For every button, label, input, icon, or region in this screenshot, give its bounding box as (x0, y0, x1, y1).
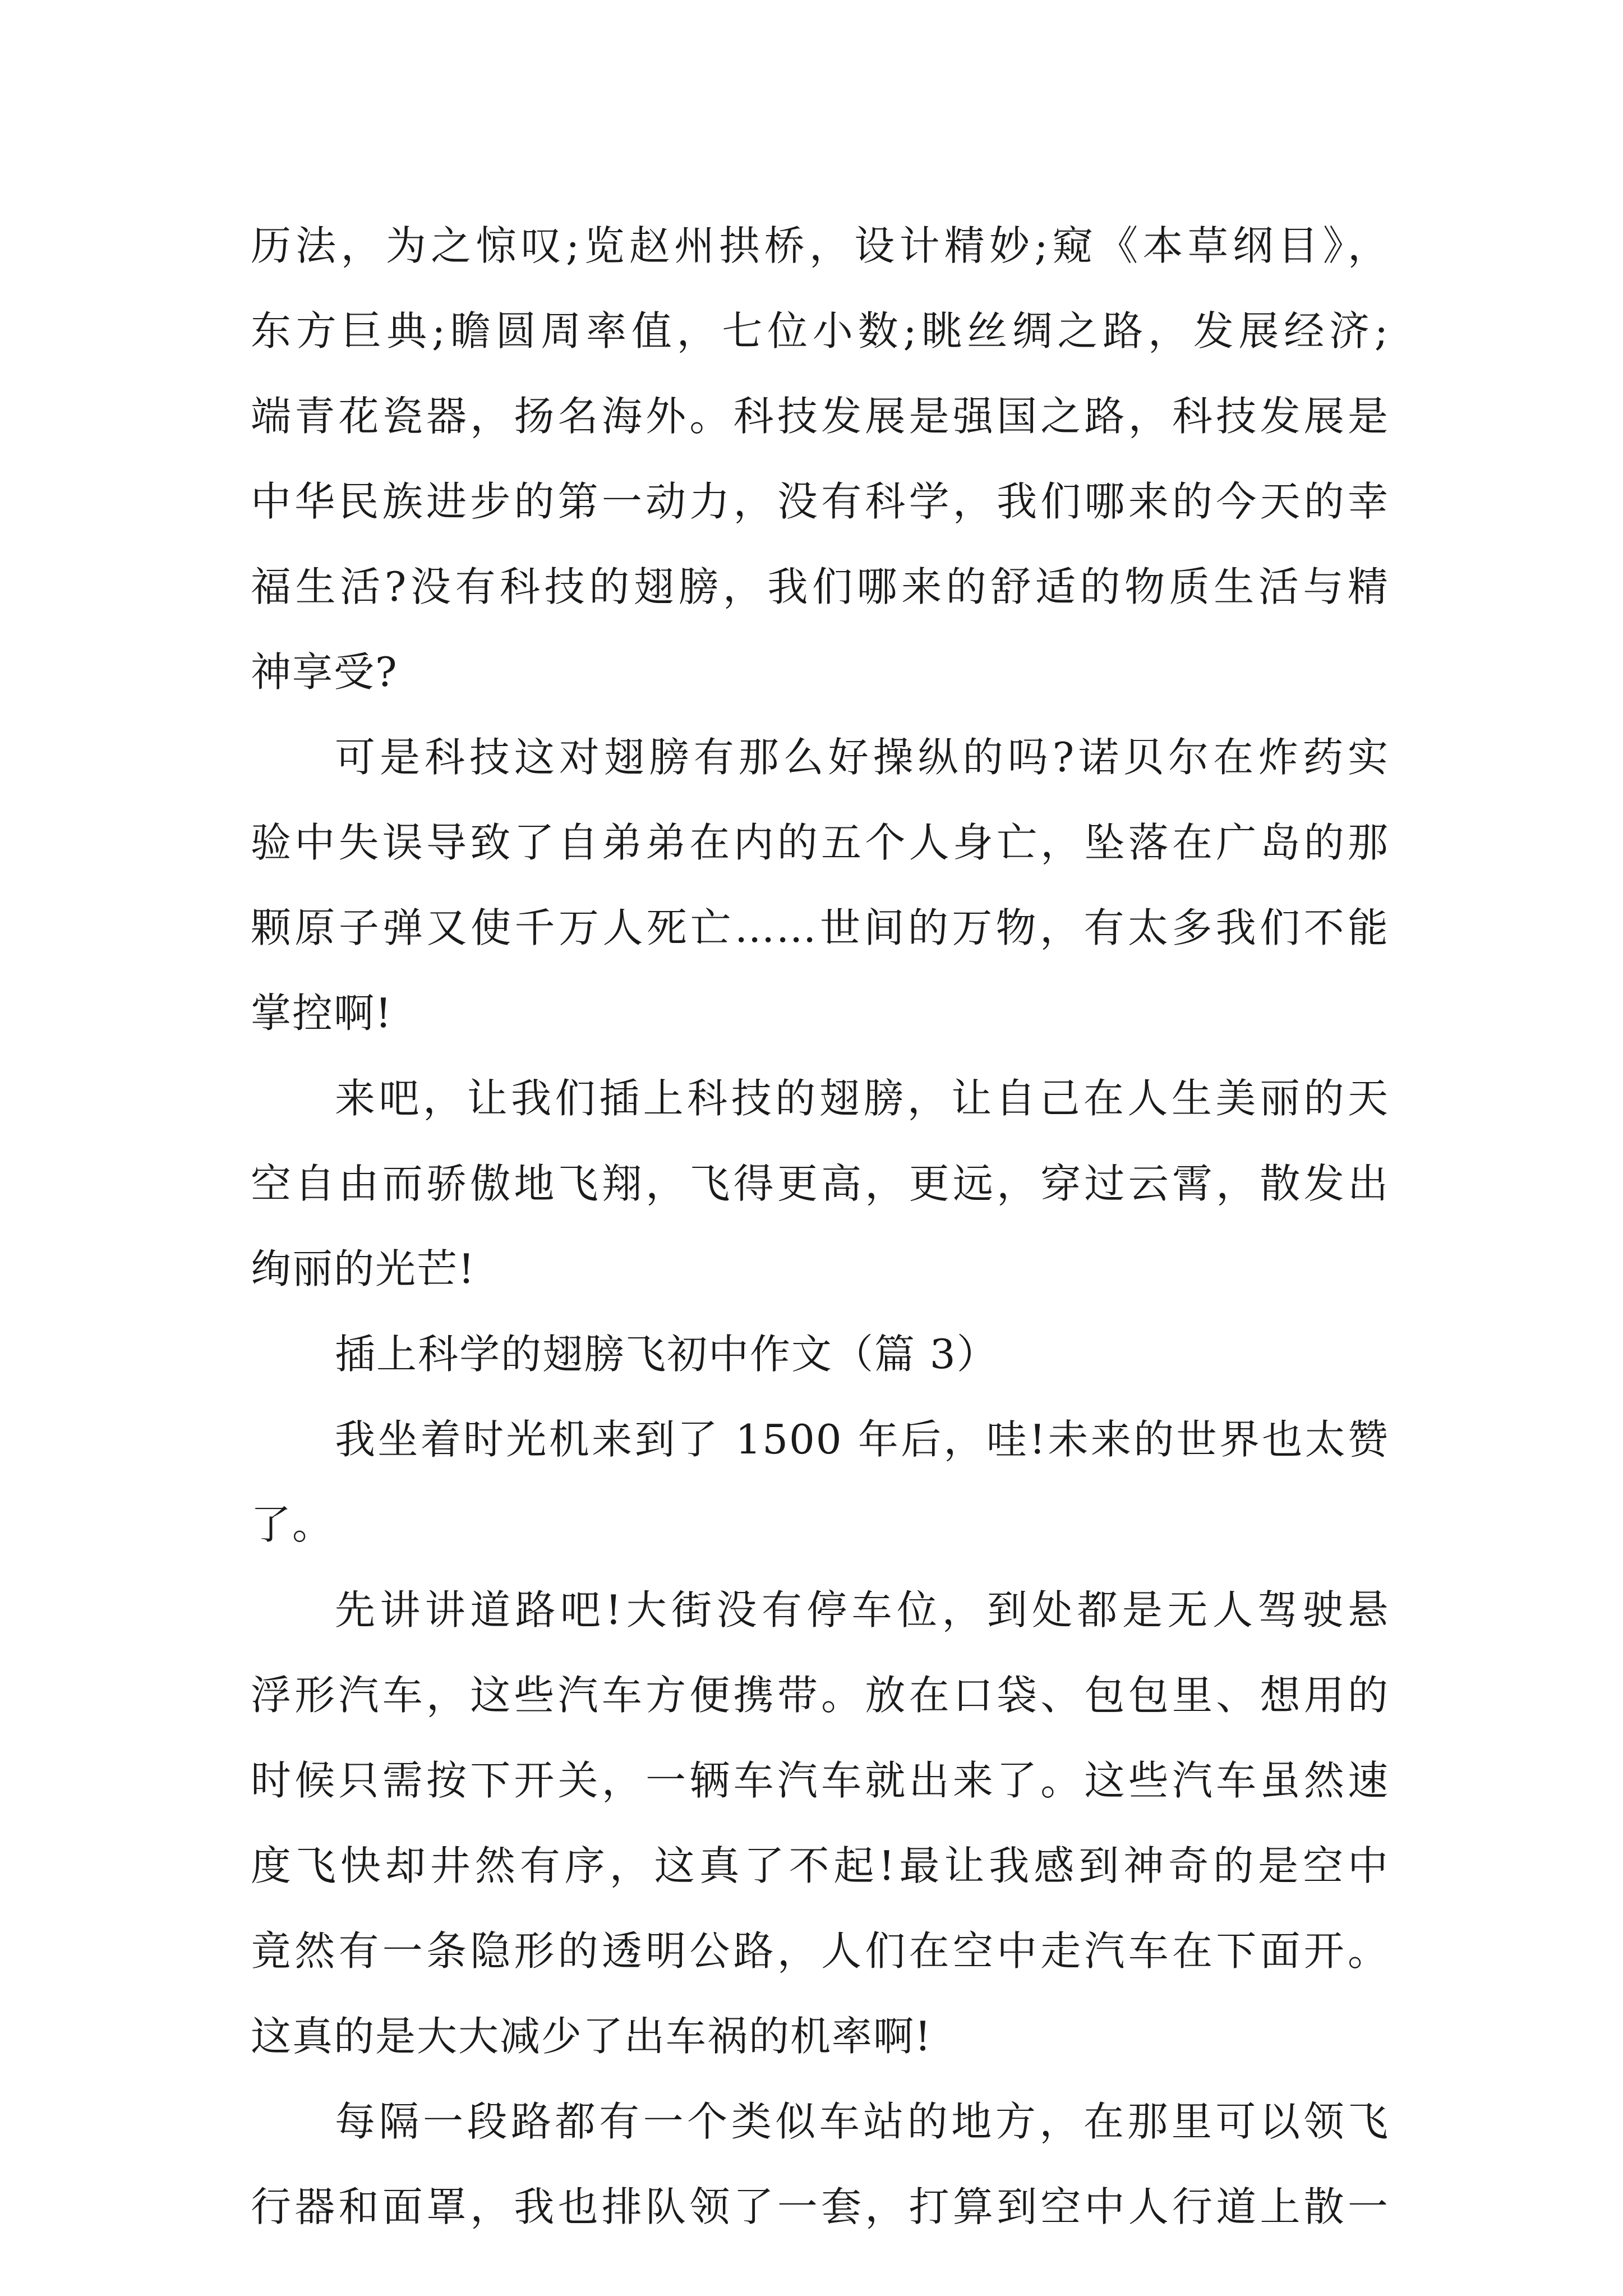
text-line: 东方巨典;瞻圆周率值，七位小数;眺丝绸之路，发展经济; (251, 307, 1389, 355)
paragraph-start-line: 先讲讲道路吧!大街没有停车位，到处都是无人驾驶悬 (335, 1586, 1389, 1634)
text-line: 福生活?没有科技的翅膀，我们哪来的舒适的物质生活与精 (251, 563, 1389, 610)
paragraph-start-line: 可是科技这对翅膀有那么好操纵的吗?诺贝尔在炸药实 (335, 734, 1389, 781)
text-line: 颗原子弹又使千万人死亡……世间的万物，有太多我们不能 (251, 904, 1389, 951)
text-line: 空自由而骄傲地飞翔，飞得更高，更远，穿过云霄，散发出 (251, 1160, 1389, 1207)
text-line: 神享受? (251, 648, 398, 696)
text-line: 绚丽的光芒! (251, 1245, 476, 1292)
text-line: 掌控啊! (251, 990, 393, 1037)
text-line: 度飞快却井然有序，这真了不起!最让我感到神奇的是空中 (251, 1842, 1389, 1889)
paragraph-start-line: 每隔一段路都有一个类似车站的地方，在那里可以领飞 (335, 2098, 1389, 2145)
paragraph-start-line: 来吧，让我们插上科技的翅膀，让自己在人生美丽的天 (335, 1075, 1389, 1122)
text-line: 浮形汽车，这些汽车方便携带。放在口袋、包包里、想用的 (251, 1672, 1389, 1719)
section-heading: 插上科学的翅膀飞初中作文（篇 3） (335, 1331, 998, 1378)
text-line: 端青花瓷器，扬名海外。科技发展是强国之路，科技发展是 (251, 393, 1389, 440)
paragraph-start-line: 我坐着时光机来到了 1500 年后，哇!未来的世界也太赞 (335, 1416, 1389, 1463)
text-line: 竟然有一条隐形的透明公路，人们在空中走汽车在下面开。 (251, 1927, 1389, 1975)
text-line: 这真的是大大减少了出车祸的机率啊! (251, 2013, 932, 2060)
text-line: 中华民族进步的第一动力，没有科学，我们哪来的今天的幸 (251, 478, 1389, 525)
text-line: 了。 (251, 1501, 334, 1548)
text-line: 时候只需按下开关，一辆车汽车就出来了。这些汽车虽然速 (251, 1757, 1389, 1804)
text-line: 历法，为之惊叹;览赵州拱桥，设计精妙;窥《本草纲目》， (251, 222, 1389, 269)
document-body (251, 203, 1389, 2249)
text-line: 验中失误导致了自弟弟在内的五个人身亡，坠落在广岛的那 (251, 819, 1389, 866)
text-line: 行器和面罩，我也排队领了一套，打算到空中人行道上散一 (251, 2183, 1389, 2230)
